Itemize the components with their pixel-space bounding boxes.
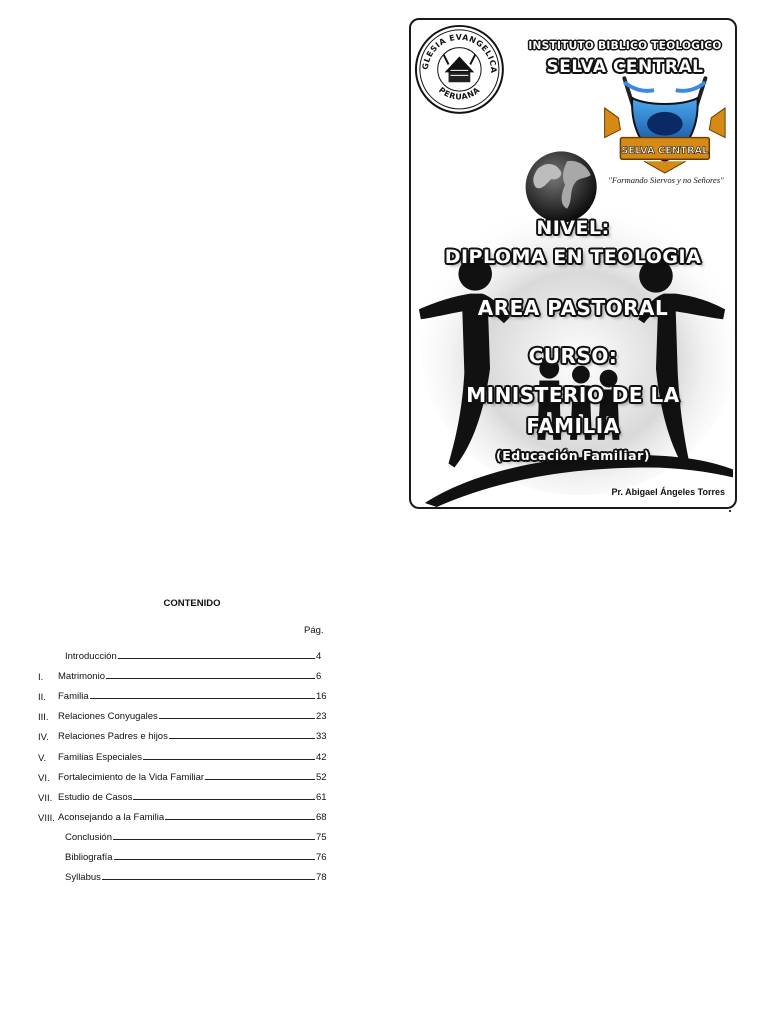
toc-leader-line: [102, 879, 315, 880]
toc-list: [38, 643, 330, 884]
toc-leader-line: [113, 839, 315, 840]
toc-entry-page: 78: [316, 872, 327, 884]
toc-entry-number: III.: [38, 712, 49, 724]
toc-entry-label: Relaciones Padres e hijos: [58, 731, 168, 743]
toc-entry-label: Matrimonio: [58, 671, 105, 683]
toc-entry-label: Aconsejando a la Familia: [58, 811, 165, 823]
institute-motto: "Formando Siervos y no Señores": [608, 175, 724, 185]
toc-entry-label: Conclusión: [65, 831, 112, 843]
author-name: Pr. Abigael Ángeles Torres: [611, 487, 725, 497]
toc-entry-label: Introducción: [65, 651, 117, 663]
toc-entry-page: 75: [316, 831, 327, 843]
toc-entry: [38, 824, 330, 844]
toc-leader-line: [114, 859, 315, 860]
toc-entry-page: 23: [316, 711, 327, 723]
toc-leader-line: [133, 799, 315, 800]
toc-leader-line: [90, 698, 315, 699]
institute-name-line2: SELVA CENTRAL: [546, 57, 704, 77]
toc-leader-line: [169, 738, 315, 739]
toc-entry: [38, 844, 330, 864]
toc-entry-page: 61: [316, 791, 327, 803]
toc-entry-label: Bibliografía: [65, 852, 113, 864]
institute-name-line1: INSTITUTO BIBLICO TEOLOGICO: [528, 40, 722, 52]
toc-entry-number: VIII.: [38, 812, 55, 824]
toc-leader-line: [118, 658, 315, 659]
toc-title: CONTENIDO: [163, 598, 221, 609]
page-speck: [729, 510, 731, 512]
toc-entry-number: II.: [38, 692, 46, 704]
toc-leader-line: [205, 779, 315, 780]
toc-leader-line: [143, 759, 315, 760]
globe-icon: [526, 151, 597, 222]
toc-leader-line: [106, 678, 315, 679]
church-seal-logo: [411, 20, 503, 113]
toc-entry: [38, 723, 330, 743]
toc-entry: [38, 663, 330, 683]
toc-entry-label: Estudio de Casos: [58, 791, 133, 803]
seal-arc-top-text: GLESIA EVANGELICA: [420, 32, 499, 74]
toc-entry-page: 16: [316, 691, 327, 703]
level-value: DIPLOMA EN TEOLOGIA: [444, 246, 702, 268]
toc-entry: [38, 764, 330, 784]
level-label: NIVEL:: [536, 217, 610, 239]
toc-entry-label: Familia: [58, 691, 89, 703]
toc-entry: [38, 864, 330, 884]
toc-entry-page: 6: [316, 671, 322, 683]
toc-entry-label: Syllabus: [65, 872, 101, 884]
toc-entry: [38, 784, 330, 804]
book-cover: [409, 18, 737, 509]
toc-entry-page: 68: [316, 811, 327, 823]
course-label: CURSO:: [528, 344, 618, 368]
institute-emblem: [605, 78, 726, 173]
toc-entry: [38, 743, 330, 763]
toc-entry: [38, 683, 330, 703]
toc-entry: [38, 643, 330, 663]
seal-arc-bottom-text: PERUANA: [437, 85, 482, 102]
toc-entry-number: VII.: [38, 792, 53, 804]
course-subtitle: (Educación Familiar): [496, 448, 650, 463]
emblem-label: SELVA CENTRAL: [621, 145, 709, 157]
toc-leader-line: [165, 819, 315, 820]
course-title-line1: MINISTERIO DE LA: [466, 383, 680, 407]
toc-entry-number: VI.: [38, 772, 50, 784]
toc-entry-page: 52: [316, 771, 327, 783]
toc-entry-number: I.: [38, 672, 44, 684]
toc-entry-number: V.: [38, 752, 47, 764]
toc-entry-label: Familias Especiales: [58, 751, 142, 763]
toc-entry: [38, 804, 330, 824]
toc-entry-label: Fortalecimiento de la Vida Familiar: [58, 771, 205, 783]
toc-page-header: Pág.: [304, 625, 324, 636]
toc-entry-label: Relaciones Conyugales: [58, 711, 158, 723]
toc-entry-page: 76: [316, 852, 327, 864]
toc-entry: [38, 703, 330, 723]
toc-leader-line: [159, 718, 315, 719]
course-title-line2: FAMILIA: [526, 414, 620, 438]
toc-entry-number: IV.: [38, 732, 49, 744]
toc-entry-page: 42: [316, 751, 327, 763]
toc-entry-page: 33: [316, 731, 327, 743]
area-title: AREA PASTORAL: [477, 296, 669, 320]
toc-entry-page: 4: [316, 651, 322, 663]
